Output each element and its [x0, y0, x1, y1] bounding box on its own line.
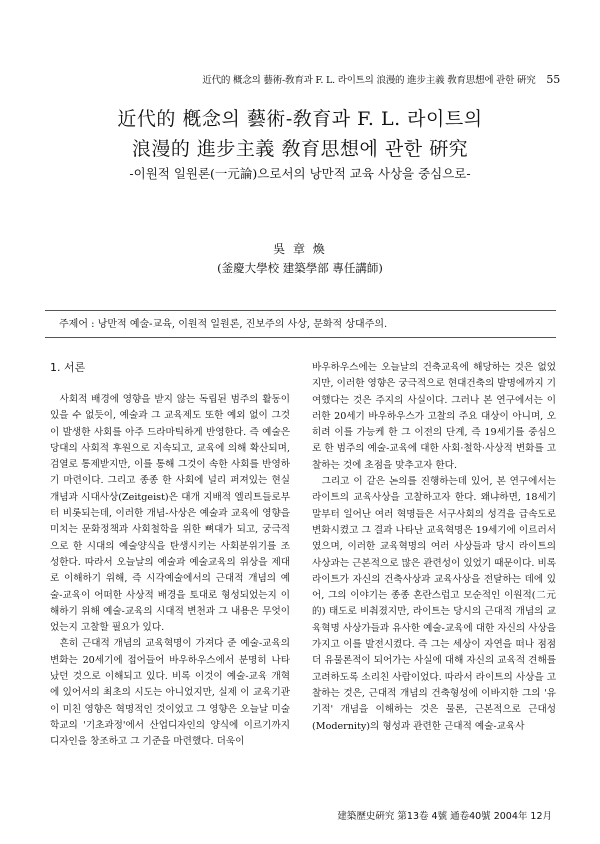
right-column: [312, 360, 556, 735]
journal-footer: 建築歷史硏究 第13卷 4號 通卷40號 2004年 12月: [337, 811, 552, 822]
running-header: [40, 72, 560, 86]
article-subtitle: -이원적 일원론(一元論)으로서의 낭만적 교육 사상을 중심으로-: [129, 166, 471, 181]
title-line-2: 浪漫的 進步主義 敎育思想에 관한 硏究: [131, 138, 469, 160]
section-heading: 1. 서론: [50, 361, 86, 374]
title-line-1: 近代的 槪念의 藝術-敎育과 F. L. 라이트의: [117, 108, 483, 130]
running-title: 近代的 概念의 藝術-敎育과 F. L. 라이트의 浪漫的 進步主義 敎育思想에 관한 硏究: [202, 75, 536, 86]
left-column: [50, 360, 290, 751]
page-number: 55: [546, 73, 560, 86]
article-title: [0, 104, 600, 164]
keywords-box: 주제어 : 낭만적 예술-교육, 이원적 일원론, 진보주의 사상, 문화적 상대주의.: [45, 310, 556, 338]
body-paragraph: 바우하우스에는 오늘날의 건축교육에 해당하는 것은 없었지만, 이러한 영향은 궁극적으로 현대건축의 발명에까지 기여했다는 것은 주지의 사실이다. 그러나 본 연구에서는 이러한 20세기 바우하우스가 고찰의 주요 대상이 아니며, 오히려 이를 가능케 한 그 이전의 단계, 즉 19세기를 중심으로 한 범주의 예술-교육에 대한 사회·철학·사상적 변화를 고찰하는 것에 초점을 맞추고자 한다.: [312, 362, 556, 471]
body-paragraph: 그리고 이 같은 논의를 진행하는데 있어, 본 연구에서는 라이트의 교육사상을 고찰하고자 한다. 왜냐하면, 18세기말부터 일어난 여러 혁명들은 서구사회의 성격을 급속도로 변화시켰고 그 결과 나타난 교육혁명은 19세기에 이르러서였으며, 이러한 교육혁명의 여러 사상들과 당시 라이트의 사상과는 근본적으로 많은 관련성이 있었기 때문이다. 비록 라이트가 자신의 건축사상과 교육사상을 전달하는 데에 있어, 그의 이야기는 종종 혼란스럽고 모순적인 이원적(二元的) 태도로 비춰졌지만, 라이트는 당시의 근대적 개념의 교육혁명 사상가들과 유사한 예술-교육에 대한 자신의 사상을 가지고 이를 발전시켰다. 즉 그는 세상이 자연을 떠나 점점 더 유물론적이 되어가는 사실에 대해 자신의 교육적 견해를 고려하도록 소리친 사람이었다. 따라서 라이트의 사상을 고찰하는 것은, 근대적 개념의 건축형성에 이바지한 그의 '유기적' 개념을 이해하는 것은 물론, 근본적으로 근대성(Modernity)의 형성과 관련한 근대적 예술-교육사: [312, 476, 556, 732]
body-paragraph: 사회적 배경에 영향을 받지 않는 독립된 범주의 활동이 있을 수 없듯이, 예술과 그 교육제도 또한 예외 없이 그것이 발생한 사회를 아주 드라마틱하게 반영한다. 즉 예술은 당대의 사회적 후원으로 지속되고, 교육에 의해 확산되며, 검열로 통제받지만, 이를 통해 그것이 속한 사회를 반영하기 마련이다. 그리고 종종 한 사회에 널리 퍼져있는 현실개념과 시대사상(Zeitgeist)은 대개 지배적 엘리트들로부터 비롯되는데, 이러한 개념-사상은 예술과 교육에 영향을 미치는 문화정책과 사회철학을 위한 뼈대가 되고, 궁극적으로 한 시대의 예술양식을 탄생시키는 사회분위기를 조성한다. 따라서 오늘날의 예술과 예술교육의 위상을 제대로 이해하기 위해, 즉 시각예술에서의 근대적 개념의 예술-교육이 어떠한 사상적 배경을 토대로 형성되었는지 이해하기 위해 예술-교육의 시대적 변천과 그 내용은 무엇이었는지 고찰할 필요가 있다.: [50, 394, 290, 634]
body-paragraph: 흔히 근대적 개념의 교육혁명이 가져다 준 예술-교육의 변화는 20세기에 접어들어 바우하우스에서 분명히 나타났던 것으로 이해되고 있다. 비록 이것이 예술-교육 개혁에 있어서의 최초의 시도는 아니었지만, 실제 이 교육기관이 미친 영향은 혁명적인 것이었고 그 영향은 오늘날 미술학교의 '기초과정'에서 산업디자인의 양식에 이르기까지 디자인을 창조하고 그 기준을 마련했다. 더욱이: [50, 638, 290, 748]
author-affiliation: (釜慶大學校 建築學部 專任講師): [217, 261, 383, 275]
author-name: 吳 章 煥: [273, 242, 327, 256]
